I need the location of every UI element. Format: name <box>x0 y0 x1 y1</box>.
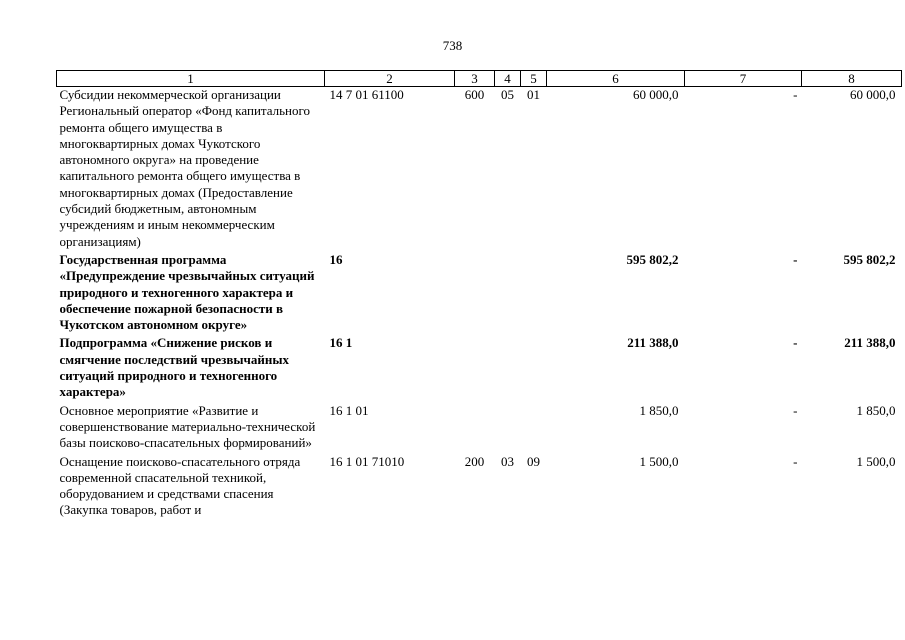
budget-table <box>56 70 902 521</box>
row-amount-col8: 1 850,0 <box>856 402 896 418</box>
column-header-8: 8 <box>802 71 902 87</box>
table-row <box>57 454 902 521</box>
column-header-4: 4 <box>495 71 521 87</box>
table-row <box>57 87 902 252</box>
row-amount-col7: - <box>793 453 798 469</box>
row-amount-col8: 211 388,0 <box>844 335 896 351</box>
row-target-code: 14 7 01 61100 <box>329 87 404 102</box>
column-number-row <box>57 71 902 87</box>
row-amount-col8: 60 000,0 <box>850 87 896 102</box>
row-section <box>495 403 521 454</box>
row-expense-type <box>455 252 495 335</box>
table-row <box>57 335 902 402</box>
row-expense-type <box>455 403 495 454</box>
column-header-3: 3 <box>455 71 495 87</box>
table-row <box>57 403 902 454</box>
row-section: 03 <box>501 453 514 469</box>
row-subsection <box>521 335 547 402</box>
row-subsection: 01 <box>527 87 540 102</box>
row-name: Субсидии некоммерческой организации Региональный оператор «Фонд капитального ремонта общего имущества в многоквартирных домах Чукотского автономного округа» на проведение капитального ремонта общего имущества в многоквартирных домах (Предоставление субсидий бюджетным, автономным учреждениям и иным некоммерческим организациям) <box>59 87 311 249</box>
column-header-2: 2 <box>325 71 455 87</box>
column-header-6: 6 <box>547 71 685 87</box>
row-name: Государственная программа «Предупреждение чрезвычайных ситуаций природного и техногенного характера и обеспечение пожарной безопасности в Чукотском автономном округе» <box>59 251 315 333</box>
row-amount-col8: 1 500,0 <box>856 453 896 469</box>
row-name: Подпрограмма «Снижение рисков и смягчение последствий чрезвычайных ситуаций природного и техногенного характера» <box>59 335 289 400</box>
row-amount-col7: - <box>793 402 798 418</box>
column-header-1: 1 <box>57 71 325 87</box>
row-target-code: 16 <box>329 251 343 267</box>
row-section: 05 <box>501 87 514 102</box>
row-target-code: 16 1 <box>329 335 353 351</box>
row-amount-col8: 595 802,2 <box>843 251 896 267</box>
row-target-code: 16 1 01 <box>329 402 369 418</box>
row-subsection: 09 <box>527 453 540 469</box>
column-header-5: 5 <box>521 71 547 87</box>
row-amount-col6: 595 802,2 <box>626 251 679 267</box>
row-name: Оснащение поисково-спасательного отряда современной спасательной техникой, оборудованием и средствами спасения (Закупка товаров, работ и <box>59 453 301 518</box>
row-amount-col6: 1 850,0 <box>639 402 679 418</box>
row-section <box>495 252 521 335</box>
row-subsection <box>521 403 547 454</box>
row-expense-type: 200 <box>464 453 485 469</box>
row-amount-col7: - <box>793 251 798 267</box>
row-section <box>495 335 521 402</box>
table-row <box>57 252 902 335</box>
row-expense-type: 600 <box>464 87 485 102</box>
row-name: Основное мероприятие «Развитие и совершенствование материально-технической базы поисково-спасательных формирований» <box>59 402 316 451</box>
page-number: 738 <box>442 38 463 53</box>
row-amount-col7: - <box>793 87 798 102</box>
row-target-code: 16 1 01 71010 <box>329 453 405 469</box>
column-header-7: 7 <box>685 71 802 87</box>
row-expense-type <box>455 335 495 402</box>
row-amount-col7: - <box>793 335 798 351</box>
row-amount-col6: 60 000,0 <box>633 87 679 102</box>
row-subsection <box>521 252 547 335</box>
row-amount-col6: 1 500,0 <box>639 453 679 469</box>
row-amount-col6: 211 388,0 <box>627 335 679 351</box>
